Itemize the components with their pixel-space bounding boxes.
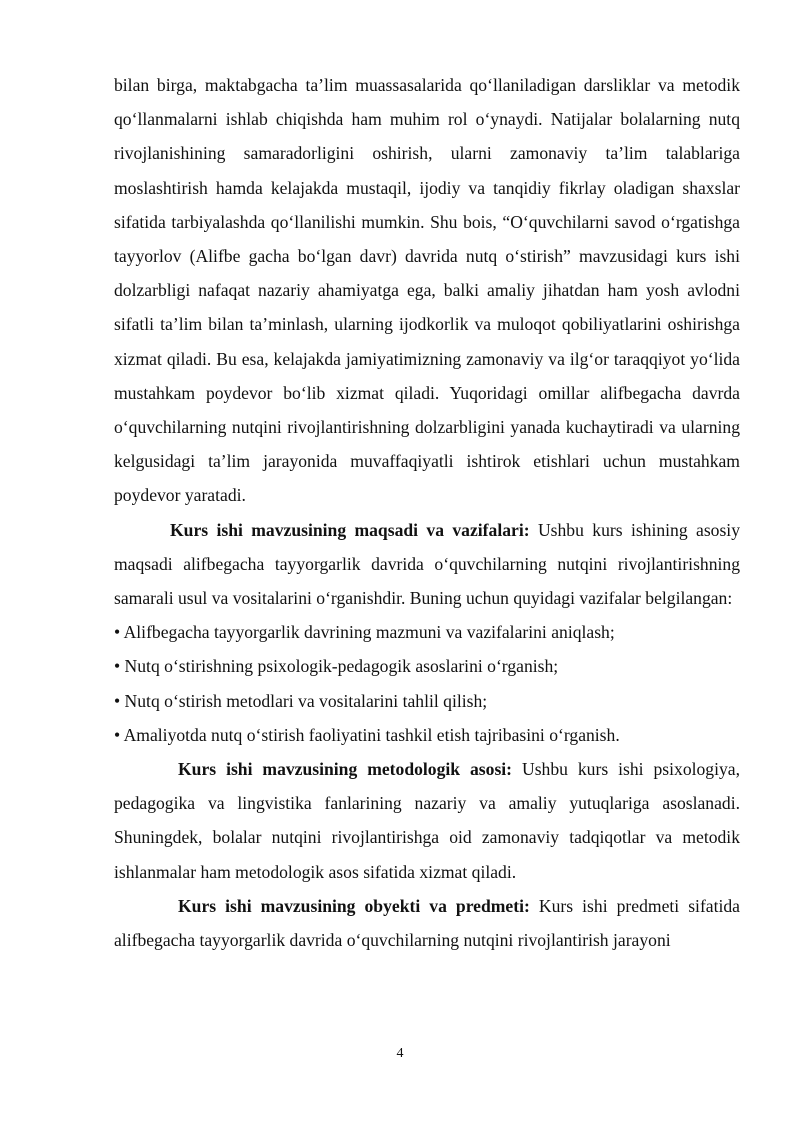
methodology-heading: Kurs ishi mavzusining metodologik asosi: [178,759,513,780]
bullet-item-1: • Alifbegacha tayyorgarlik davrining mazmuni va vazifalarini aniqlash; [114,622,615,643]
bullet-item-3: • Nutq o‘stirish metodlari va vositalarini tahlil qilish; [114,690,488,711]
document-page [114,68,740,957]
goal-heading: Kurs ishi mavzusining maqsadi va vazifalari: [170,519,530,540]
page-number: 4 [396,1046,404,1061]
bullet-item-4: • Amaliyotda nutq o‘stirish faoliyatini tashkil etish tajribasini o‘rganish. [114,724,620,745]
methodology-paragraph [114,752,740,889]
goal-paragraph [114,513,740,616]
intro-paragraph: bilan birga, maktabgacha ta’lim muassasalarida qo‘llaniladigan darsliklar va metodik qo‘llanmalarni ishlab chiqishda ham muhim rol o‘ynaydi. Natijalar bolalarning nutq rivojlanishining samaradorligini oshirish, ularni zamonaviy ta’lim talablariga moslashtirish hamda kelajakda mustaqil, ijodiy va tanqidiy fikrlay oladigan shaxslar sifatida tarbiyalashda qo‘llanilishi mumkin. Shu bois, “O‘quvchilarni savod o‘rgatishga tayyorlov (Alifbe gacha bo‘lgan davr) davrida nutq o‘stirish” mavzusidagi kurs ishi dolzarbligi nafaqat nazariy ahamiyatga ega, balki amaliy jihatdan ham yosh avlodni sifatli ta’lim bilan ta’minlash, ularning ijodkorlik va muloqot qobiliyatlarini oshirishga xizmat qiladi. Bu esa, kelajakda jamiyatimizning zamonaviy va ilg‘or taraqqiyot yo‘lida mustahkam poydevor bo‘lib xizmat qiladi. Yuqoridagi omillar alifbegacha davrda o‘quvchilarning nutqini rivojlantirishning dolzarbligini yanada kuchaytiradi va ularning kelgusidagi ta’lim jarayonida muvaffaqiyatli ishtirok etishlari uchun mustahkam poydevor yaratadi. [114,75,740,506]
object-text: Kurs ishi predmeti sifatida alifbegacha tayyorgarlik davrida o‘quvchilarning nutqini rivojlantirish jarayoni [114,895,740,951]
object-paragraph [114,889,740,957]
goal-text: Ushbu kurs ishining asosiy maqsadi alifbegacha tayyorgarlik davrida o‘quvchilarning nutqini rivojlantirishning samarali usul va vositalarini o‘rganishdir. Buning uchun quyidagi vazifalar belgilangan: [114,519,740,609]
bullet-item-2: • Nutq o‘stirishning psixologik-pedagogik asoslarini o‘rganish; [114,656,559,677]
methodology-text: Ushbu kurs ishi psixologiya, pedagogika va lingvistika fanlarining nazariy va amaliy yutuqlariga asoslanadi. Shuningdek, bolalar nutqini rivojlantirishga oid zamonaviy tadqiqotlar va metodik ishlanmalar ham metodologik asos sifatida xizmat qiladi. [114,759,740,882]
object-heading: Kurs ishi mavzusining obyekti va predmeti: [178,895,530,916]
